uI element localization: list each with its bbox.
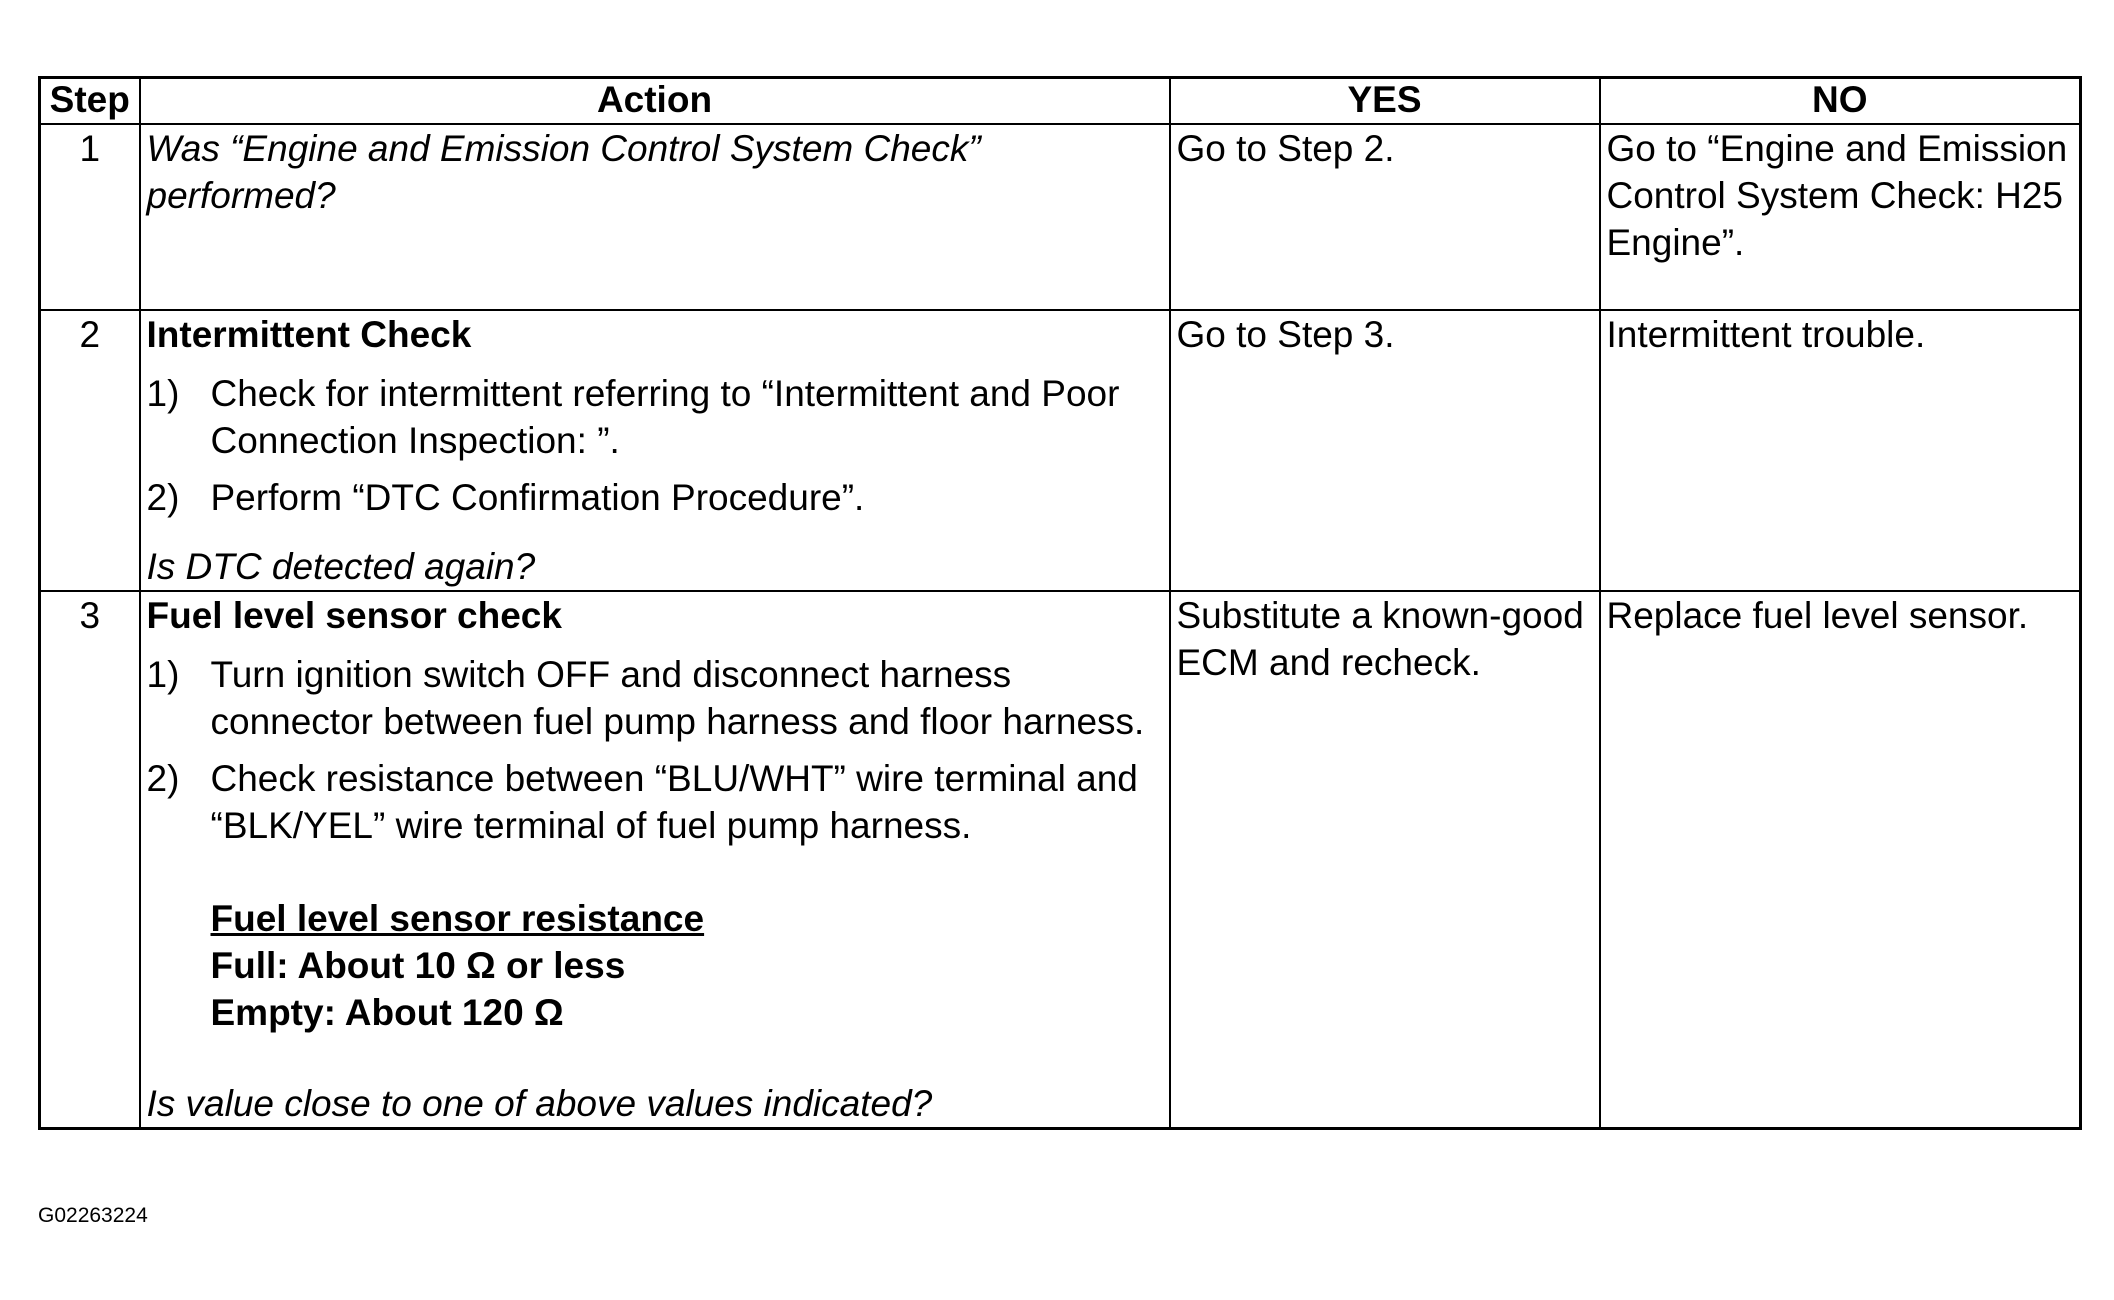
action-question: Is value close to one of above values indicated? xyxy=(146,1083,933,1124)
item-number: 2) xyxy=(146,758,180,799)
table-row xyxy=(40,124,2081,310)
spec-block xyxy=(211,895,1163,1036)
action-cell xyxy=(140,310,1170,591)
item-text: Check resistance between “BLU/WHT” wire terminal and “BLK/YEL” wire terminal of fuel pump harness. xyxy=(210,758,1138,846)
table-row xyxy=(40,591,2081,1129)
item-number: 1) xyxy=(146,373,180,414)
item-text: Perform “DTC Confirmation Procedure”. xyxy=(210,477,865,518)
action-steps xyxy=(147,370,1163,521)
table-row xyxy=(40,310,2081,591)
yes-cell: Substitute a known-good ECM and recheck. xyxy=(1170,591,1600,1129)
yes-cell: Go to Step 2. xyxy=(1170,124,1600,310)
action-title: Fuel level sensor check xyxy=(146,595,562,636)
diagnostic-table xyxy=(38,76,2082,1130)
action-cell xyxy=(140,591,1170,1129)
item-number: 2) xyxy=(146,477,180,518)
no-cell: Replace fuel level sensor. xyxy=(1600,591,2081,1129)
spec-empty: Empty: About 120 Ω xyxy=(210,992,564,1033)
item-text: Check for intermittent referring to “Intermittent and Poor Connection Inspection: ”. xyxy=(210,373,1120,461)
item-text: Turn ignition switch OFF and disconnect harness connector between fuel pump harness and floor harness. xyxy=(210,654,1145,742)
figure-id: G02263224 xyxy=(38,1204,148,1227)
list-item xyxy=(147,755,1163,849)
action-cell xyxy=(140,124,1170,310)
action-question: Is DTC detected again? xyxy=(146,546,536,587)
table-header-row xyxy=(40,78,2081,125)
list-item xyxy=(147,474,1163,521)
no-cell: Intermittent trouble. xyxy=(1600,310,2081,591)
header-step: Step xyxy=(40,78,140,125)
step-number: 1 xyxy=(40,124,140,310)
list-item xyxy=(147,651,1163,745)
no-cell: Go to “Engine and Emission Control System Check: H25 Engine”. xyxy=(1600,124,2081,310)
action-question: Was “Engine and Emission Control System Check” performed? xyxy=(146,128,981,216)
header-yes: YES xyxy=(1170,78,1600,125)
step-number: 2 xyxy=(40,310,140,591)
yes-cell: Go to Step 3. xyxy=(1170,310,1600,591)
spec-title: Fuel level sensor resistance xyxy=(210,898,705,939)
action-title: Intermittent Check xyxy=(146,314,472,355)
header-action: Action xyxy=(140,78,1170,125)
item-number: 1) xyxy=(146,654,180,695)
header-no: NO xyxy=(1600,78,2081,125)
spec-full: Full: About 10 Ω or less xyxy=(210,945,626,986)
step-number: 3 xyxy=(40,591,140,1129)
list-item xyxy=(147,370,1163,464)
action-steps xyxy=(147,651,1163,849)
